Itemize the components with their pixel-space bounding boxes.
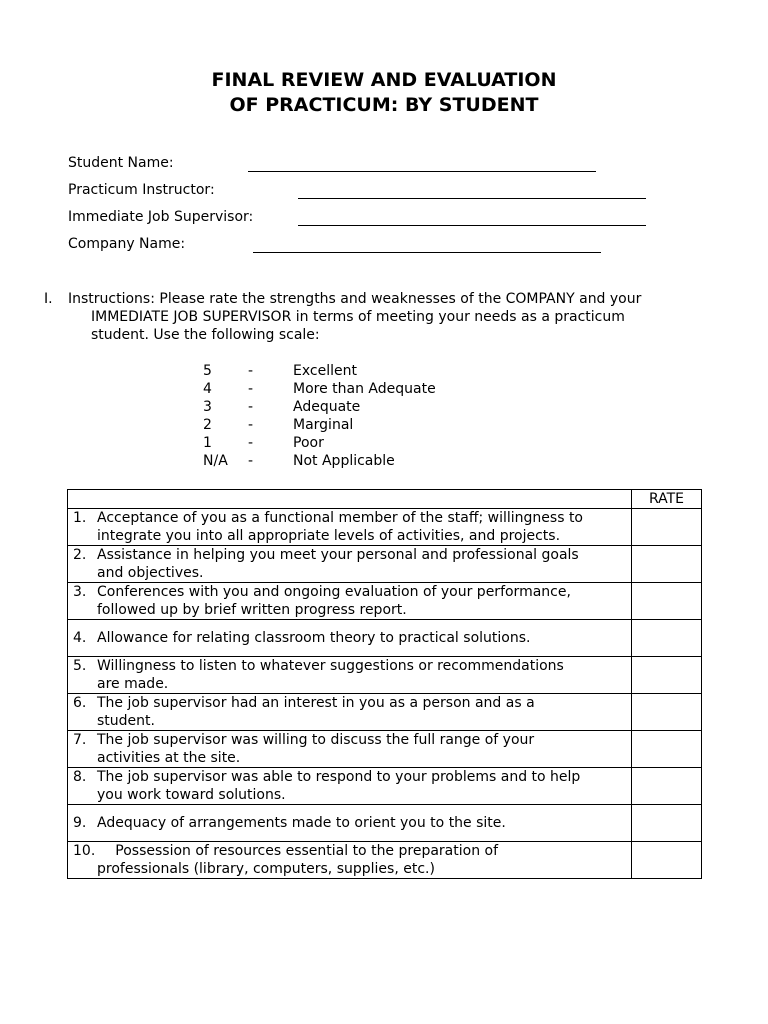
table-row [68, 768, 702, 805]
scale-label: Excellent [293, 363, 357, 379]
item-number: 6. [73, 695, 87, 711]
instructions-line-1: Instructions: Please rate the strengths and weaknesses of the COMPANY and your [68, 291, 642, 307]
job-supervisor-field[interactable] [298, 225, 646, 226]
rate-cell[interactable] [632, 731, 702, 768]
scale-row [0, 434, 768, 452]
table-row [68, 509, 702, 546]
rate-cell[interactable] [632, 694, 702, 731]
item-number: 4. [73, 630, 87, 646]
item-number: 9. [73, 815, 87, 831]
title-line-1: FINAL REVIEW AND EVALUATION [211, 69, 557, 91]
section-number: I. [44, 291, 53, 307]
scale-row [0, 452, 768, 470]
item-cell [68, 509, 632, 546]
scale-dash: - [248, 399, 254, 415]
item-number: 3. [73, 584, 87, 600]
item-cell [68, 842, 632, 879]
scale-value: N/A [203, 453, 228, 469]
title-line-2: OF PRACTICUM: BY STUDENT [229, 94, 539, 116]
item-text-line-1: Acceptance of you as a functional member of the staff; willingness to [97, 510, 583, 526]
item-cell [68, 768, 632, 805]
instructions-line-2: IMMEDIATE JOB SUPERVISOR in terms of meeting your needs as a practicum [91, 309, 625, 325]
rate-header: RATE [632, 490, 702, 509]
item-header-cell [68, 490, 632, 509]
item-number: 7. [73, 732, 87, 748]
table-row [68, 694, 702, 731]
document-title [0, 68, 768, 118]
rate-cell[interactable] [632, 768, 702, 805]
scale-dash: - [248, 417, 254, 433]
scale-value: 2 [203, 417, 212, 433]
rate-cell[interactable] [632, 583, 702, 620]
practicum-instructor-label: Practicum Instructor: [68, 182, 215, 198]
table-row [68, 657, 702, 694]
instructions-line-3: student. Use the following scale: [91, 327, 320, 343]
item-text-line-2: are made. [97, 676, 169, 692]
evaluation-table [67, 489, 702, 879]
scale-label: Marginal [293, 417, 354, 433]
company-name-field[interactable] [253, 252, 601, 253]
scale-dash: - [248, 381, 254, 397]
scale-label: Poor [293, 435, 324, 451]
item-text-line-2: followed up by brief written progress report. [97, 602, 407, 618]
scale-label: Adequate [293, 399, 361, 415]
company-name-label: Company Name: [68, 236, 186, 252]
item-text-line-1: Conferences with you and ongoing evaluation of your performance, [97, 584, 571, 600]
item-text-line-2: integrate you into all appropriate levels of activities, and projects. [97, 528, 561, 544]
scale-value: 3 [203, 399, 212, 415]
rate-cell[interactable] [632, 546, 702, 583]
item-text-line-1: Possession of resources essential to the preparation of [115, 843, 499, 859]
item-cell [68, 583, 632, 620]
item-text-line-1: Willingness to listen to whatever suggestions or recommendations [97, 658, 564, 674]
scale-row [0, 398, 768, 416]
item-text-line-1: Assistance in helping you meet your personal and professional goals [97, 547, 579, 563]
item-number: 1. [73, 510, 87, 526]
item-number: 5. [73, 658, 87, 674]
item-text-line-2: you work toward solutions. [97, 787, 286, 803]
item-text-line-1: Allowance for relating classroom theory to practical solutions. [97, 630, 531, 646]
scale-label: More than Adequate [293, 381, 436, 397]
student-name-label: Student Name: [68, 155, 174, 171]
table-row [68, 620, 702, 657]
item-cell [68, 731, 632, 768]
table-row [68, 842, 702, 879]
student-name-field[interactable] [248, 171, 596, 172]
rate-cell[interactable] [632, 805, 702, 842]
rate-cell[interactable] [632, 620, 702, 657]
item-number: 10. [73, 843, 96, 859]
table-header-row [68, 490, 702, 509]
scale-value: 4 [203, 381, 212, 397]
item-cell [68, 546, 632, 583]
scale-value: 5 [203, 363, 212, 379]
practicum-instructor-field[interactable] [298, 198, 646, 199]
scale-value: 1 [203, 435, 212, 451]
table-row [68, 731, 702, 768]
item-text-line-1: The job supervisor was willing to discuss the full range of your [97, 732, 535, 748]
item-text-line-2: student. [97, 713, 155, 729]
scale-dash: - [248, 453, 254, 469]
table-row [68, 805, 702, 842]
item-text-line-2: and objectives. [97, 565, 204, 581]
item-cell [68, 694, 632, 731]
table-row [68, 546, 702, 583]
table-row [68, 583, 702, 620]
scale-row [0, 362, 768, 380]
job-supervisor-label: Immediate Job Supervisor: [68, 209, 254, 225]
rate-cell[interactable] [632, 842, 702, 879]
scale-label: Not Applicable [293, 453, 395, 469]
scale-row [0, 380, 768, 398]
scale-dash: - [248, 363, 254, 379]
item-cell [68, 805, 632, 842]
rate-cell[interactable] [632, 509, 702, 546]
item-number: 2. [73, 547, 87, 563]
item-text-line-2: activities at the site. [97, 750, 241, 766]
item-text-line-1: Adequacy of arrangements made to orient you to the site. [97, 815, 506, 831]
scale-row [0, 416, 768, 434]
scale-dash: - [248, 435, 254, 451]
item-cell [68, 620, 632, 657]
item-text-line-1: The job supervisor had an interest in you as a person and as a [97, 695, 535, 711]
item-text-line-2: professionals (library, computers, supplies, etc.) [97, 861, 435, 877]
item-cell [68, 657, 632, 694]
item-number: 8. [73, 769, 87, 785]
item-text-line-1: The job supervisor was able to respond to your problems and to help [97, 769, 581, 785]
rate-cell[interactable] [632, 657, 702, 694]
